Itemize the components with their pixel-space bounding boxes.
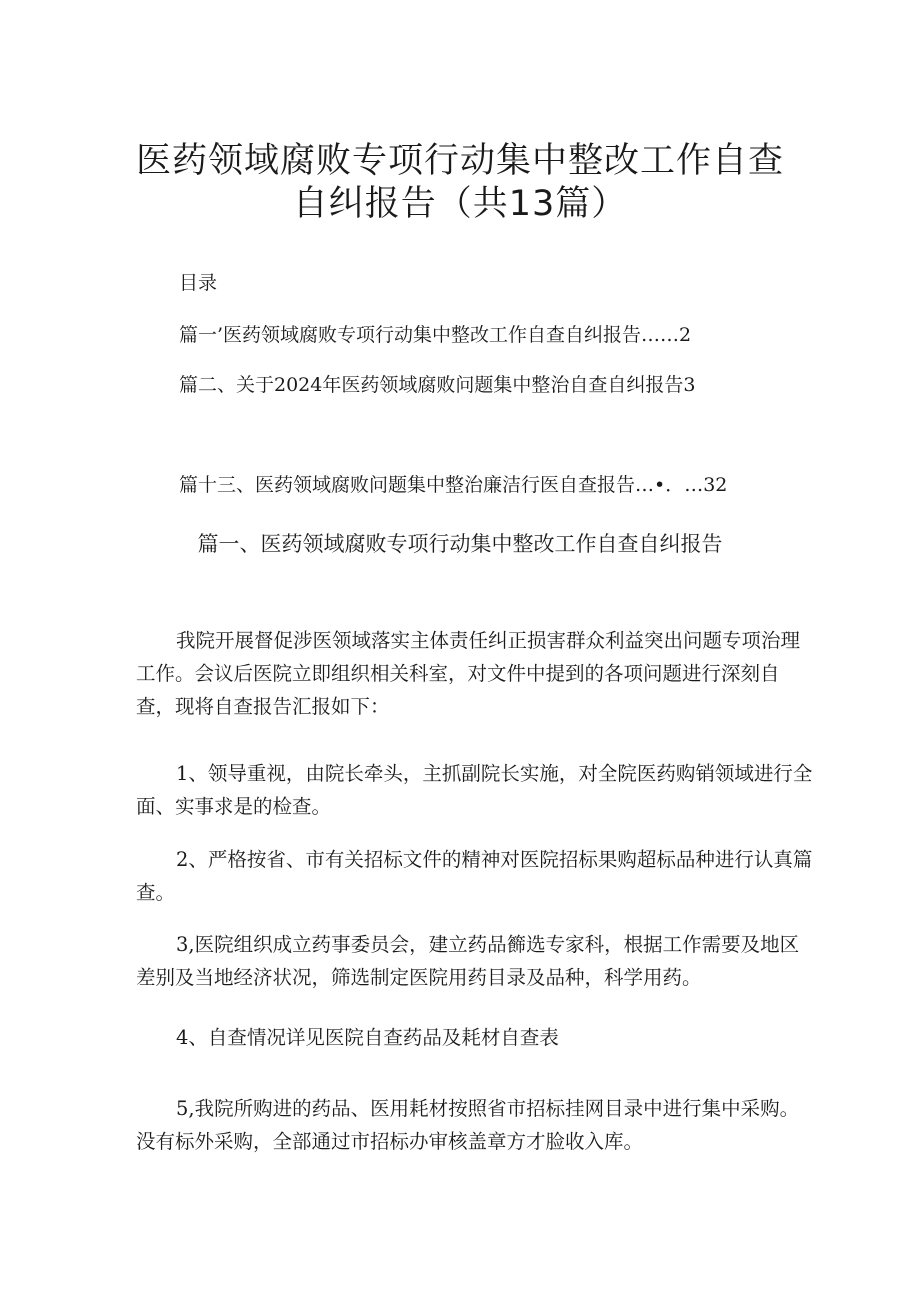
body-paragraph-text: 4、自查情况详见医院自查药品及耗材自查表 <box>176 1026 559 1049</box>
body-paragraph <box>136 928 816 994</box>
body-paragraph <box>136 624 816 723</box>
section-title: 篇一、医药领域腐败专项行动集中整改工作自查自纠报告 <box>197 532 723 556</box>
toc-item-13[interactable]: 篇十三、医药领域腐败问题集中整治廉洁行医自查报告…•．…32 <box>179 474 728 496</box>
body-paragraph <box>136 1092 816 1158</box>
body-paragraph-text: 2、严格按省、市有关招标文件的精神对医院招标果购超标品种进行认真篇查。 <box>136 848 813 904</box>
body-paragraph-text: 5,我院所购进的药品、医用耗材按照省市招标挂网目录中进行集中采购。没有标外采购，全部通过市招标办审核盖章方才脸收入库。 <box>136 1097 800 1153</box>
body-paragraph-text: 3,医院组织成立药事委员会，建立药品籂选专家科，根据工作需要及地区差别及当地经济状况，筛选制定医院用药目录及品种，科学用药。 <box>136 933 800 989</box>
toc-item-2[interactable]: 篇二、关于2024年医药领域腐败问题集中整治自查自纠报告3 <box>179 374 696 396</box>
toc-heading: 目录 <box>179 272 218 294</box>
body-paragraph <box>136 757 816 823</box>
body-paragraph-text: 1、领导重视，由院长牵头，主抓副院长实施，对全院医药购销领域进行全面、实事求是的检查。 <box>136 762 813 818</box>
body-paragraph <box>136 1021 816 1054</box>
body-paragraph-text: 我院开展督促涉医领域落实主体责任纠正损害群众利益突出问题专项治理工作。会议后医院立即组织相关科室，对文件中提到的各项问题进行深刻自查，现将自查报告汇报如下： <box>136 629 801 718</box>
body-paragraph <box>136 843 816 909</box>
document-title-line-2: 自纠报告（共13篇） <box>292 184 628 224</box>
document-title-line-1: 医药领域腐败专项行动集中整改工作自查 <box>135 141 784 181</box>
toc-item-1[interactable]: 篇一’医药领域腐败专项行动集中整改工作自查自纠报告……2 <box>179 324 692 346</box>
